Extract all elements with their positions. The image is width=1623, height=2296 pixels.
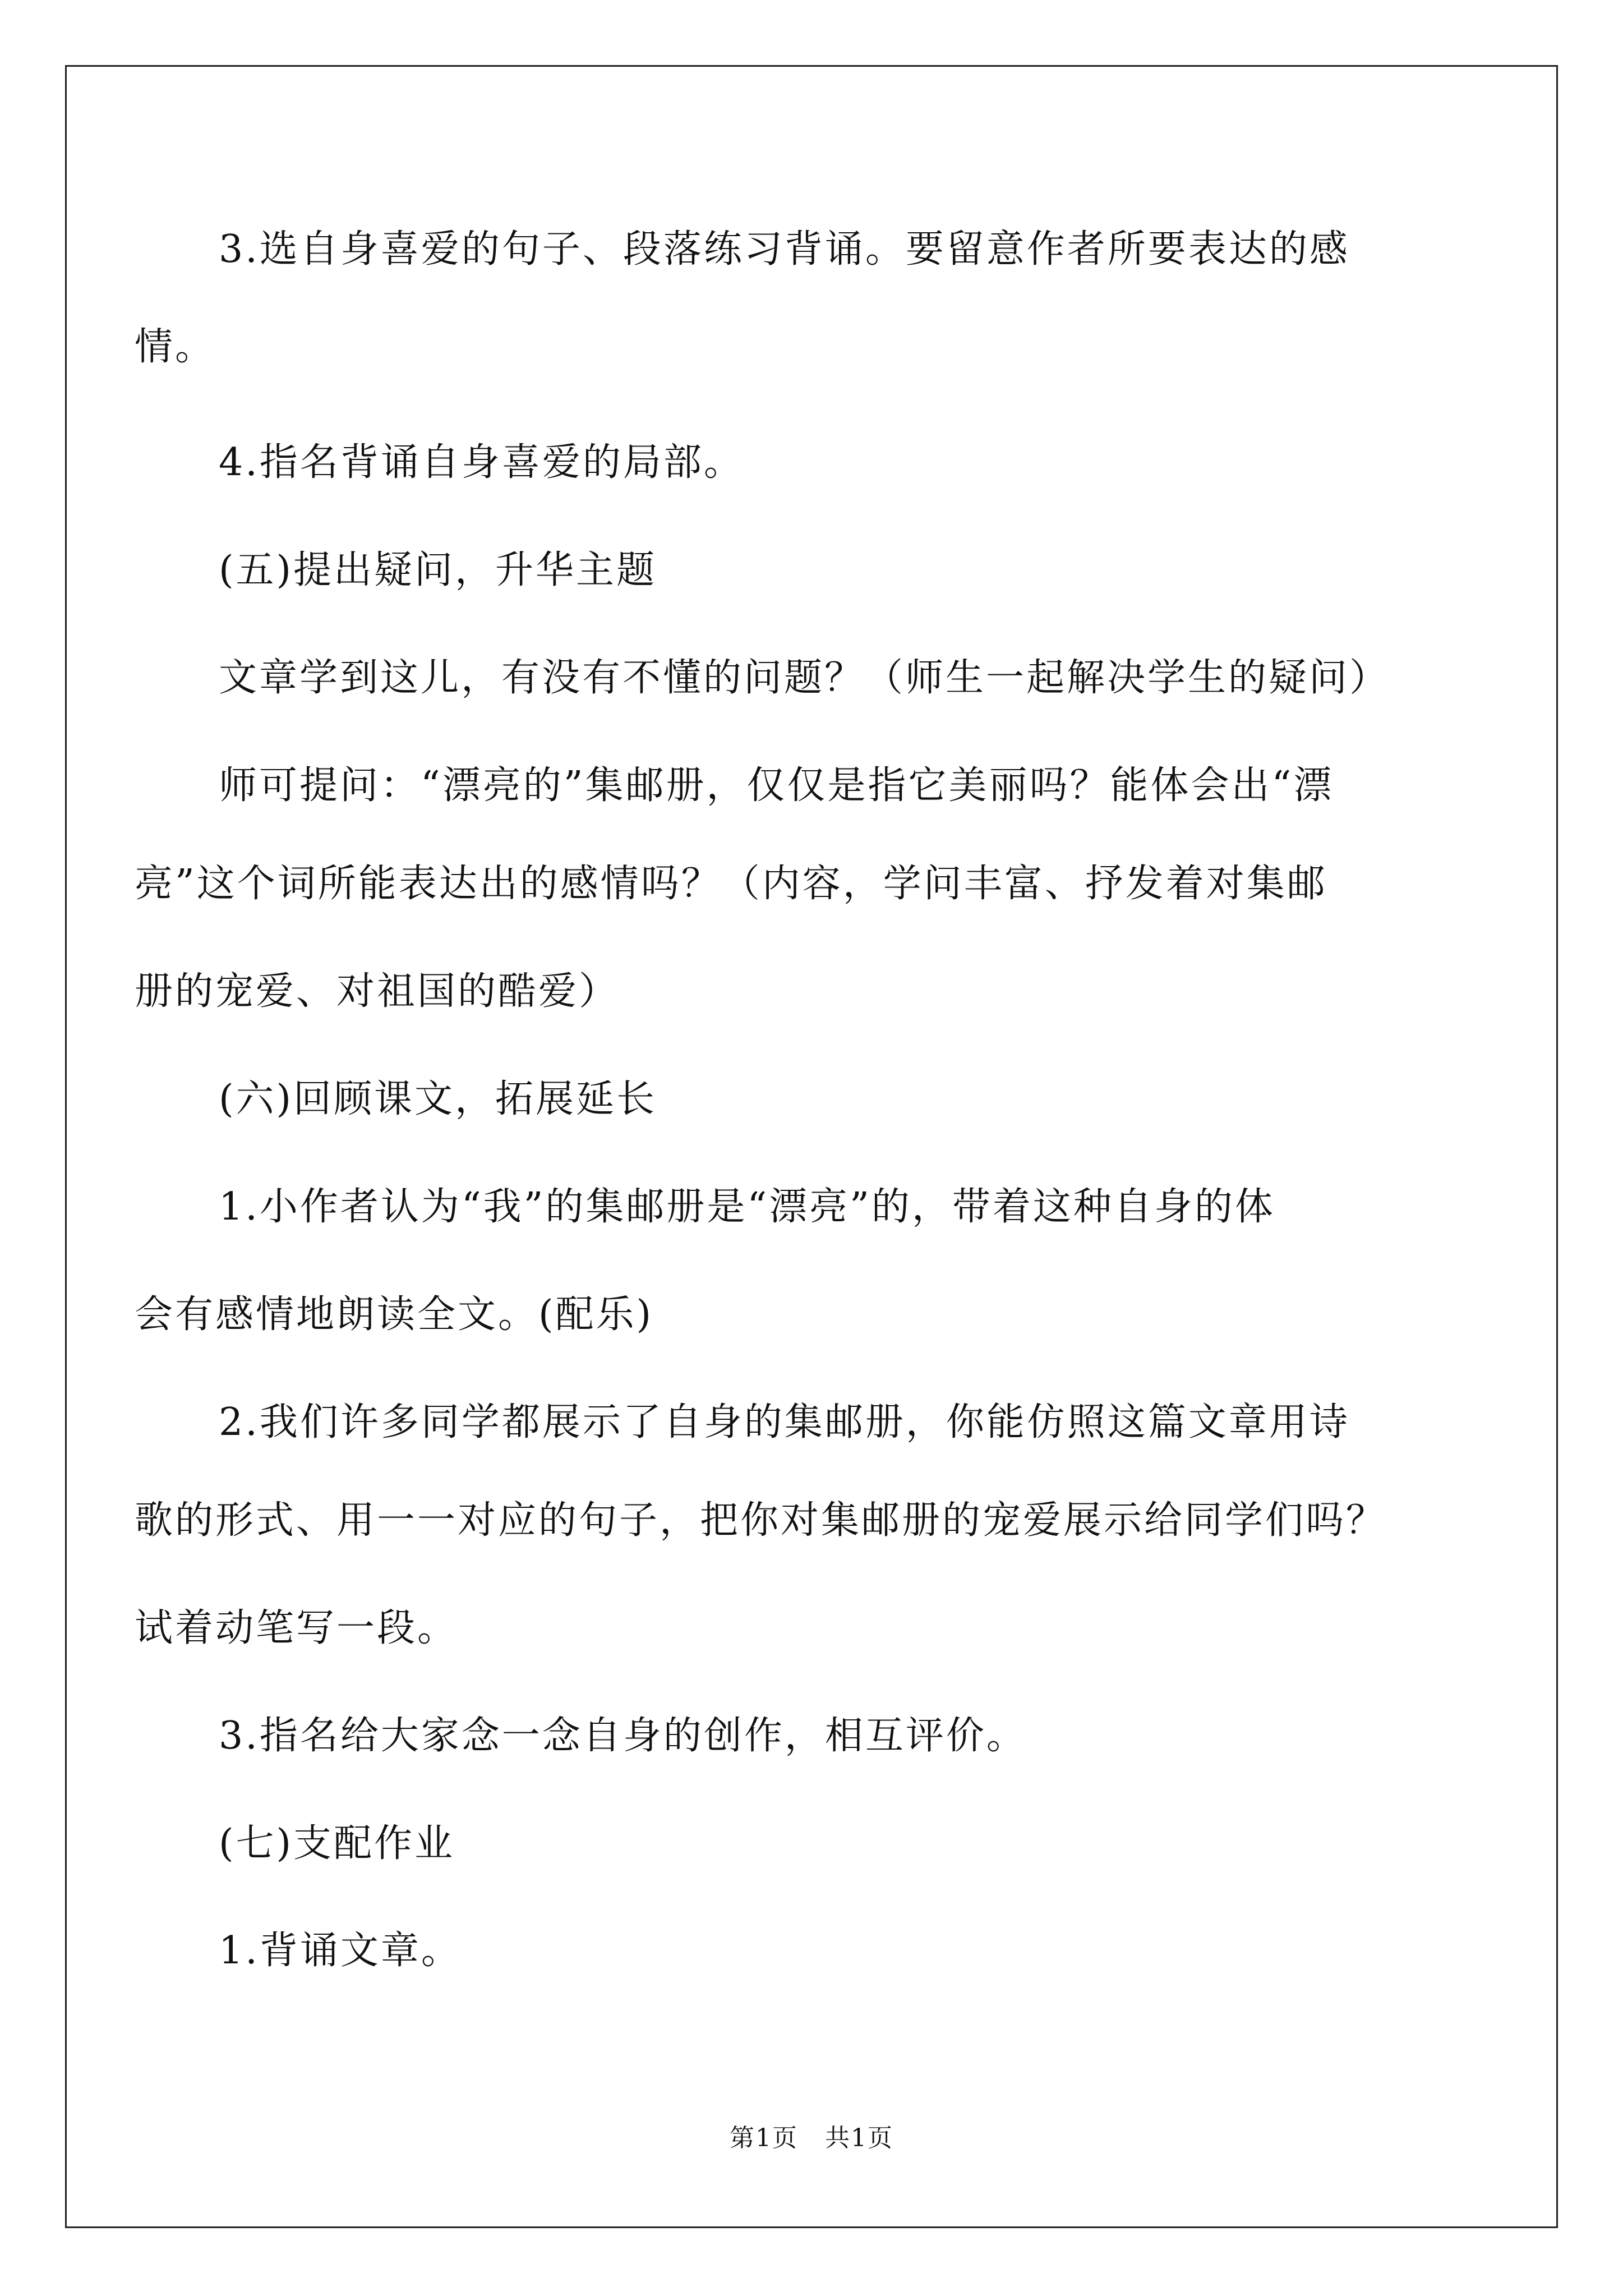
page-number-total: 共1页 — [825, 2124, 893, 2152]
paragraph-line: 文章学到这儿，有没有不懂的问题？（师生一起解决学生的疑问） — [219, 656, 1390, 700]
paragraph-line: 会有感情地朗读全文。(配乐) — [135, 1292, 654, 1337]
section-heading: (五)提出疑问，升华主题 — [219, 548, 657, 592]
paragraph-line: 4.指名背诵自身喜爱的局部。 — [219, 440, 744, 485]
paragraph-line: 试着动笔写一段。 — [135, 1606, 458, 1650]
paragraph-line: 师可提问：“漂亮的”集邮册，仅仅是指它美丽吗？能体会出“漂 — [219, 763, 1334, 808]
paragraph-line: 2.我们许多同学都展示了自身的集邮册，你能仿照这篇文章用诗 — [219, 1400, 1350, 1444]
paragraph-line: 1.背诵文章。 — [219, 1929, 462, 1973]
paragraph-line: 3.选自身喜爱的句子、段落练习背诵。要留意作者所要表达的感 — [219, 227, 1350, 272]
section-heading: (七)支配作业 — [219, 1821, 455, 1866]
paragraph-line: 1.小作者认为“我”的集邮册是“漂亮”的，带着这种自身的体 — [219, 1185, 1275, 1229]
paragraph-line: 册的宠爱、对祖国的酷爱） — [135, 969, 620, 1014]
paragraph-line: 情。 — [135, 325, 216, 369]
page-number-current: 第1页 — [730, 2124, 798, 2152]
page-frame — [65, 65, 1558, 2228]
paragraph-line: 歌的形式、用一一对应的句子，把你对集邮册的宠爱展示给同学们吗？ — [135, 1498, 1387, 1543]
paragraph-line: 3.指名给大家念一念自身的创作，相互评价。 — [219, 1714, 1027, 1758]
paragraph-line: 亮”这个词所能表达出的感情吗？（内容，学问丰富、抒发着对集邮 — [135, 862, 1327, 906]
page-footer — [0, 2122, 1623, 2155]
section-heading: (六)回顾课文，拓展延长 — [219, 1077, 657, 1121]
